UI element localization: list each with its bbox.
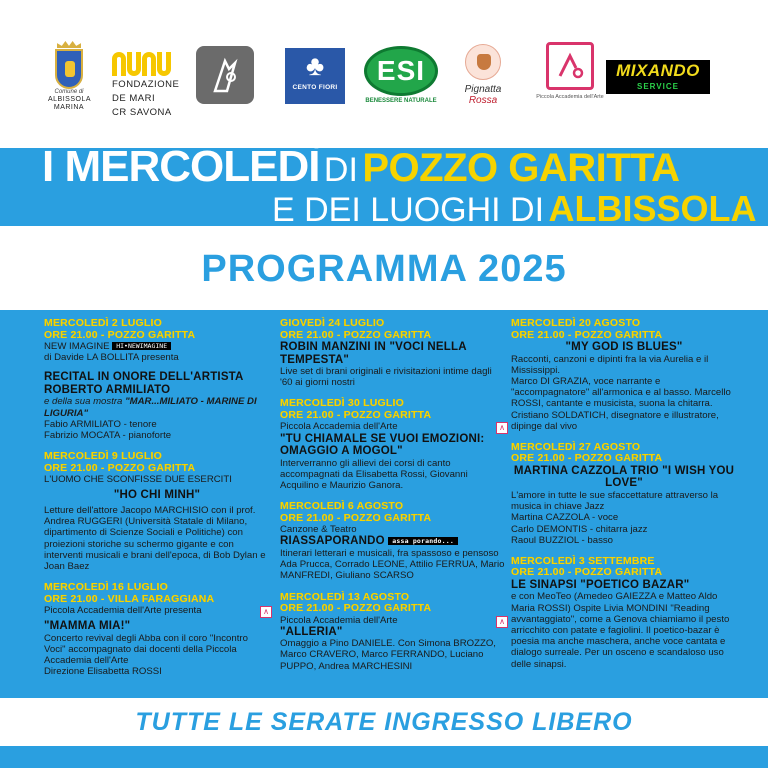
piccola-accademia-icon: ∧ xyxy=(496,616,508,628)
gray-figure-logo xyxy=(196,46,254,104)
pignatta-rossa-logo: Pignatta Rossa xyxy=(460,44,506,106)
program-column-2 xyxy=(280,318,506,682)
main-title-line-2: E DEI LUOGHI DI ALBISSOLA xyxy=(272,188,757,229)
new-imagine-tag: HI•NEWIMAGINE xyxy=(112,342,171,350)
event-16-luglio: ∧ MERCOLEDÌ 16 LUGLIO ORE 21.00 - VILLA FARAGGIANA Piccola Accademia dell'Arte presenta "MAMMA MIA!" Concerto revival degli Abba con il coro "Incontro Voci" accompagnato dai docenti della Piccola Accademia dell'Arte Direzione Elisabetta ROSSI xyxy=(44,582,270,678)
clover-icon: ♣ xyxy=(305,50,325,81)
event-20-agosto: MERCOLEDÌ 20 AGOSTO ORE 21.00 - POZZO GARITTA "MY GOD IS BLUES" Racconti, canzoni e dipinti fra la via Aurelia e il Mississippi. Marco DI GRAZIA, voce narrante e "accompagnatore" all'armonica e al basso. Marcello ROSSI, cantante e musicista, suona la chitarra. Cristiano SOLDATICH, disegnatore e illustratore, dipinge dal vivo xyxy=(511,317,731,432)
centofiori-logo: ♣ CENTO FIORI xyxy=(285,48,345,104)
main-title-line-1: I MERCOLEDÌ DI POZZO GARITTA xyxy=(42,142,680,191)
crown-icon xyxy=(57,41,81,48)
free-entry-banner: TUTTE LE SERATE INGRESSO LIBERO xyxy=(135,708,633,736)
comune-albissola-logo: Comune di ALBISSOLA MARINA xyxy=(48,41,90,112)
program-column-1 xyxy=(44,318,270,688)
event-24-luglio: GIOVEDÌ 24 LUGLIO ORE 21.00 - POZZO GARITTA ROBIN MANZINI IN "VOCI NELLA TEMPESTA" Live set di brani originali e rivisitazioni intime dagli '60 ai giorni nostri xyxy=(280,317,492,389)
wave-mark-icon xyxy=(112,50,186,76)
event-13-agosto: ∧ MERCOLEDÌ 13 AGOSTO ORE 21.00 - POZZO GARITTA Piccola Accademia dell'Arte "ALLERIA" Omaggio a Pino DANIELE. Con Simona BROZZO, Marco CRAVERO, Marco FERRANDO, Luciano PUPPO, Andrea MARCHESINI xyxy=(280,592,506,672)
piccola-accademia-icon: ∧ xyxy=(496,422,508,434)
programma-heading: PROGRAMMA 2025 xyxy=(201,248,567,290)
mixando-service-logo: MIXANDO SERVICE xyxy=(606,60,710,94)
sponsor-logos xyxy=(0,38,768,118)
riassaporando-tag: assa porando... xyxy=(388,537,458,545)
program-column-3 xyxy=(511,318,737,680)
event-3-settembre: MERCOLEDÌ 3 SETTEMBRE ORE 21.00 - POZZO GARITTA LE SINAPSI "POETICO BAZAR" e con MeoTeo (Amedeo GAIEZZA e Matteo Aldo Maria ROSSI) Ospite Livia MONDINI "Reading avvantaggiato", come a Genova chiamiamo il pesto arricchito con patate e fagiolini. Il poetico-bazar è poesia ma anche maschera, anche voce cantata e dialogo surreale. Per un osceno e scandaloso uso delle sinapsi. xyxy=(511,554,730,670)
event-9-luglio: MERCOLEDÌ 9 LUGLIO ORE 21.00 - POZZO GARITTA L'UOMO CHE SCONFISSE DUE ESERCITI "HO CHI MINH" Letture dell'attore Jacopo MARCHISIO con il prof. Andrea RUGGERI (Università Statale di Milano, dipartimento di Scienze Sociali e Politiche) con proiezioni storiche su schermo gigante e con interventi musicali e brani dell'epoca, di Bob Dylan e Joan Baez xyxy=(44,450,266,572)
piccola-accademia-logo: Piccola Accademia dell'Arte xyxy=(530,42,610,100)
figure-icon xyxy=(205,55,245,95)
esi-logo: ESI BENESSERE NATURALE xyxy=(362,46,440,104)
shield-icon xyxy=(55,49,83,89)
piccola-accademia-icon: ∧ xyxy=(260,606,272,618)
event-6-agosto: MERCOLEDÌ 6 AGOSTO ORE 21.00 - POZZO GARITTA Canzone & Teatro RIASSAPORANDO assa porando... Itinerari letterari e musicali, fra spassoso e pensoso Ada Prucca, Corrado LEONE, Attilio FERRUA, Mario MANFREDI, Giuliano SCARSO xyxy=(280,500,505,582)
pot-icon xyxy=(465,44,501,80)
music-note-icon xyxy=(554,50,586,82)
fondazione-de-mari-logo: FONDAZIONE DE MARI CR SAVONA xyxy=(112,50,186,118)
event-2-luglio: MERCOLEDÌ 2 LUGLIO ORE 21.00 - POZZO GARITTA NEW IMAGINE HI•NEWIMAGINE di Davide LA BOLLITA presenta RECITAL IN ONORE DELL'ARTISTA ROBERTO ARMILIATO e della sua mostra "MAR...MILIATO - MARINE DI LIGURIA" Fabio ARMILIATO - tenore Fabrizio MOCATA - pianoforte xyxy=(44,317,257,442)
event-27-agosto: MERCOLEDÌ 27 AGOSTO ORE 21.00 - POZZO GARITTA MARTINA CAZZOLA TRIO "I WISH YOU LOVE" L'amore in tutte le sue sfaccettature attraverso la musica in chiave Jazz Martina CAZZOLA - voce Carlo DEMONTIS - chitarra jazz Raoul BUZZIOL - basso xyxy=(511,440,735,546)
event-30-luglio: ∧ MERCOLEDÌ 30 LUGLIO ORE 21.00 - POZZO GARITTA Piccola Accademia dell'Arte "TU CHIAMALE SE VUOI EMOZIONI: OMAGGIO A MOGOL" Interverranno gli allievi dei corsi di canto accompagnati da Elisabetta Rossi, Giovanni Acquilino e Maurizio Ganora. xyxy=(280,398,506,491)
